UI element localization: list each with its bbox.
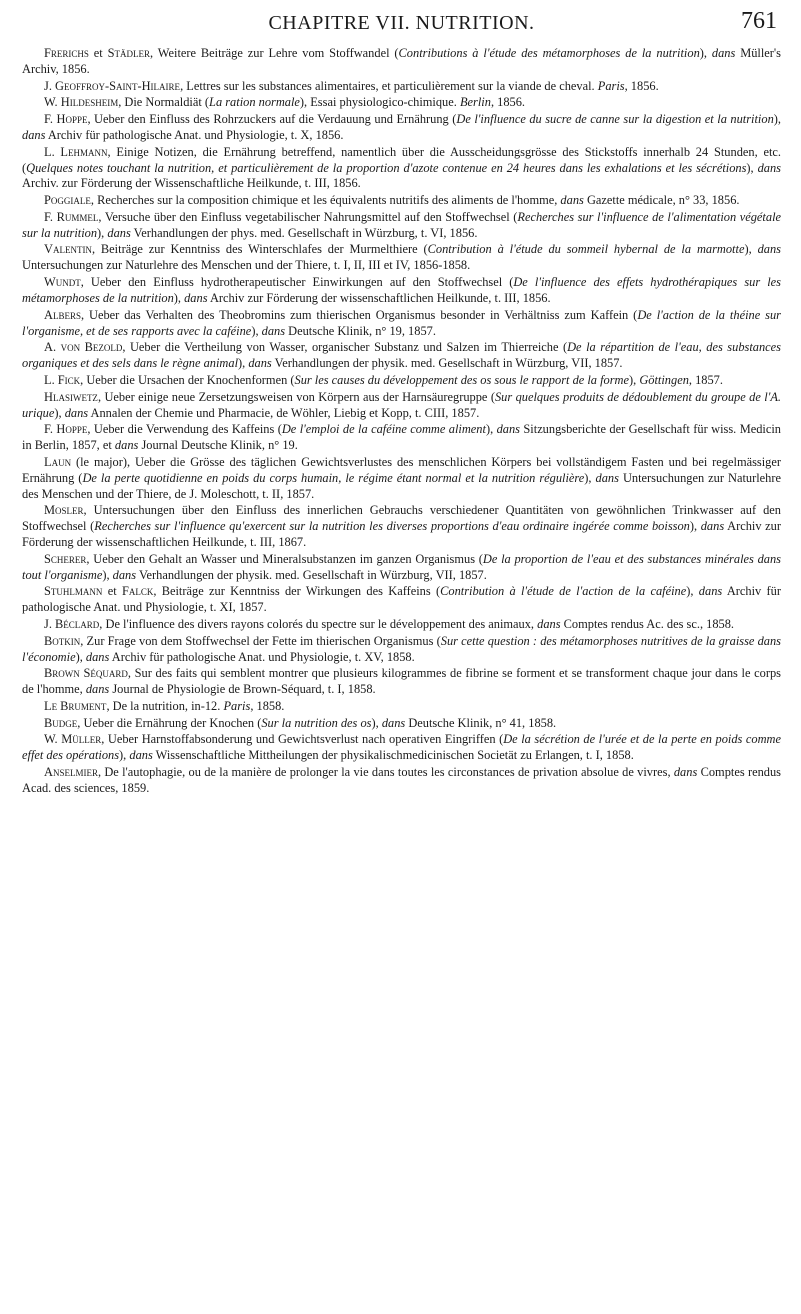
reference-text: Comptes rendus Acad. des sciences, 1859. <box>22 765 781 795</box>
reference-text: , Ueber die Verwendung des Kaffeins ( <box>87 422 282 437</box>
reference-entry <box>22 145 781 193</box>
reference-italic-text: Contribution à l'étude de l'action de la caféine <box>440 584 687 599</box>
reference-italic-text: dans <box>700 519 725 534</box>
reference-text: , 1858. <box>250 698 285 713</box>
reference-italic-text: dans <box>248 356 272 371</box>
reference-entry <box>22 373 781 389</box>
reference-text: , Ueber die Vertheilung von Wasser, organischer Substanz und Salzen im Thierreiche ( <box>122 340 568 355</box>
reference-text: , Ueber die Ursachen der Knochenformen ( <box>80 372 295 387</box>
reference-entry <box>22 666 781 698</box>
running-head <box>22 6 781 46</box>
reference-text: , De l'influence des divers rayons colorés du spectre sur le développement des animaux, <box>99 617 538 632</box>
reference-italic-text: dans <box>560 193 584 208</box>
reference-author: Botkin <box>44 633 81 648</box>
reference-text: , Versuche über den Einfluss vegetabilischer Nahrungsmittel auf den Stoffwechsel ( <box>98 209 518 224</box>
reference-italic-text: dans <box>711 46 736 60</box>
reference-text: , 1856. <box>490 95 526 110</box>
reference-text: Deutsche Klinik, n° 41, 1858. <box>405 715 557 730</box>
reference-author: Hlasiwetz <box>44 389 98 404</box>
reference-italic-text: Sur cette question : des métamorphoses nutritives de la graisse dans l'économie <box>22 633 782 664</box>
reference-text: , De la nutrition, in-12. <box>106 698 224 713</box>
reference-entry <box>22 617 781 633</box>
reference-text: ), <box>746 160 758 175</box>
reference-text: , 1856. <box>624 78 659 93</box>
reference-italic-text: Sur les causes du développement des os sous le rapport de la forme <box>294 372 629 387</box>
reference-entry <box>22 340 781 372</box>
chapter-title: CHAPITRE VII. NUTRITION. <box>268 12 535 34</box>
reference-text: Deutsche Klinik, n° 19, 1857. <box>285 323 436 338</box>
reference-entry <box>22 46 781 78</box>
reference-author: F. Hoppe <box>44 112 88 127</box>
reference-text: , Weitere Beiträge zur Lehre vom Stoffwandel ( <box>150 46 399 60</box>
reference-text: Archiv für pathologische Anat. und Physiologie, t. XV, 1858. <box>109 649 415 664</box>
reference-text: Journal de Physiologie de Brown-Séquard, t. I, 1858. <box>109 682 376 697</box>
reference-italic-text: dans <box>757 242 781 257</box>
reference-italic-text: Recherches sur l'influence de l'alimentation végétale sur la nutrition <box>22 209 782 240</box>
reference-italic-text: dans <box>496 422 520 437</box>
reference-author: F. Hoppe <box>44 422 88 437</box>
reference-text: Archiv für pathologische Anat. und Physiologie, t. X, 1856. <box>45 127 344 142</box>
reference-entry <box>22 455 781 503</box>
reference-text: ), <box>686 584 699 599</box>
reference-text: Journal Deutsche Klinik, n° 19. <box>138 438 298 453</box>
reference-text: ), <box>238 356 249 371</box>
reference-entry <box>22 390 781 422</box>
reference-coauthor: Städler <box>107 46 151 60</box>
reference-text: , Ueber einige neue Zersetzungsweisen von Körpern aus der Harnsäuregruppe ( <box>97 389 495 404</box>
reference-italic-text: Contributions à l'étude des métamorphoses de la nutrition <box>398 46 700 60</box>
reference-italic-text: Berlin <box>459 95 491 110</box>
reference-text: ), <box>699 46 712 60</box>
reference-author: L. Fick <box>44 372 81 387</box>
reference-text: Wissenschaftliche Mittheilungen der physikalischmedicinischen Societät zu Erlangen, t. I, 1858. <box>152 748 634 763</box>
reference-text: Untersuchungen zur Naturlehre des Menschen und der Thiere, t. I, II, III et IV, 1856-1858. <box>22 258 471 273</box>
reference-entry <box>22 552 781 584</box>
reference-italic-text: dans <box>85 649 110 664</box>
reference-author: Valentin <box>44 242 92 257</box>
reference-text: ), <box>97 225 108 240</box>
reference-text: , Zur Frage von dem Stoffwechsel der Fette im thierischen Organismus ( <box>80 633 441 648</box>
reference-italic-text: Göttingen <box>639 372 689 387</box>
reference-italic-text: De la sécrétion de l'urée et de la perte en poids comme effet des opérations <box>22 732 781 763</box>
reference-text: Verhandlungen der physik. med. Gesellschaft in Würzburg, VII, 1857. <box>271 356 623 371</box>
reference-italic-text: dans <box>112 567 137 582</box>
page-number: 761 <box>741 8 777 34</box>
reference-italic-text: dans <box>22 127 46 142</box>
reference-text: ), <box>173 290 185 305</box>
reference-italic-text: De la répartition de l'eau, des substances organiques et des sels dans le règne animal <box>22 340 781 371</box>
reference-italic-text: De l'influence des effets hydrothérapiques sur les métamorphoses de la nutrition <box>22 275 781 305</box>
reference-entry <box>22 242 781 274</box>
reference-text: Archiv zur Förderung der wissenschaftlichen Heilkunde, t. III, 1856. <box>207 290 551 305</box>
reference-text: Verhandlungen der physik. med. Gesellschaft in Würzburg, VII, 1857. <box>136 567 487 582</box>
reference-author: Mosler <box>44 503 84 518</box>
reference-text: , Ueber den Gehalt an Wasser und Mineralsubstanzen im ganzen Organismus ( <box>86 551 483 566</box>
reference-author: Brown Séquard <box>44 666 128 681</box>
reference-text: et <box>88 46 108 60</box>
reference-text: Sitzungsberichte der Gesellschaft für wiss. Medicin in Berlin, 1857, et <box>22 422 781 453</box>
reference-entry <box>22 584 781 616</box>
reference-italic-text: De l'emploi de la caféine comme aliment <box>281 422 486 437</box>
reference-text: , Lettres sur les substances alimentaires, et particulièrement sur la viande de cheval. <box>180 78 598 93</box>
reference-text: ), <box>584 470 596 485</box>
reference-author: W. Müller <box>44 732 102 747</box>
reference-text: , Untersuchungen über den Einfluss des innerlichen Gebrauchs verschiedener Quantitäten von gewöhnlichen Trinkwasser auf den Stoffwechsel ( <box>22 503 781 534</box>
reference-entry <box>22 95 781 111</box>
reference-text: ), Essai physiologico-chimique. <box>299 95 460 110</box>
reference-entry <box>22 732 781 764</box>
reference-text: ), <box>251 323 262 338</box>
reference-text: ), <box>371 715 382 730</box>
reference-author: Wundt <box>44 275 81 290</box>
reference-author: Albers <box>44 307 81 322</box>
reference-entry <box>22 634 781 666</box>
reference-italic-text: Quelques notes touchant la nutrition, et particulièrement de la proportion d'azote contenue en 24 heures dans les exhalations et les sécrétions <box>26 160 747 175</box>
reference-entry <box>22 275 781 307</box>
reference-italic-text: dans <box>261 323 286 338</box>
reference-author: Stuhlmann <box>44 584 103 599</box>
reference-entry <box>22 112 781 144</box>
reference-author: A. von Bezold <box>44 340 123 355</box>
reference-italic-text: dans <box>184 290 208 305</box>
reference-author: L. Lehmann <box>44 144 108 159</box>
reference-author: Budge <box>44 715 78 730</box>
reference-text: Gazette médicale, n° 33, 1856. <box>583 193 740 208</box>
reference-italic-text: La ration normale <box>209 95 300 110</box>
reference-text: Archiv für pathologische Anat. und Physiologie, t. XI, 1857. <box>22 584 781 615</box>
reference-italic-text: dans <box>757 160 781 175</box>
reference-entry <box>22 422 781 454</box>
reference-author: W. Hildesheim <box>44 95 119 110</box>
reference-entry <box>22 79 781 95</box>
reference-text: , Recherches sur la composition chimique et les équivalents nutritifs des aliments de l'homme, <box>90 193 561 208</box>
reference-italic-text: Sur quelques produits de dédoublement du groupe de l'A. urique <box>22 389 782 420</box>
bibliography-list <box>22 46 781 797</box>
reference-text: Müller's Archiv, 1856. <box>22 46 781 76</box>
reference-italic-text: dans <box>64 405 89 420</box>
reference-entry <box>22 716 781 732</box>
reference-text: Untersuchungen zur Naturlehre des Menschen und der Thiere, de J. Moleschott, t. II, 1857. <box>22 470 781 501</box>
reference-italic-text: De l'influence du sucre de canne sur la digestion et la nutrition <box>456 112 774 127</box>
reference-italic-text: De la proportion de l'eau et des substances minérales dans tout l'organisme <box>22 551 781 582</box>
reference-text: , Einige Notizen, die Ernährung betreffend, namentlich über die Ausscheidungsgrösse des Stickstoffs innerhalb 24 Stunden, etc. ( <box>22 144 781 175</box>
reference-coauthor: Falck <box>121 584 154 599</box>
reference-entry <box>22 503 781 551</box>
reference-entry <box>22 193 781 209</box>
reference-text: ), <box>773 112 781 127</box>
reference-author: J. Geoffroy-Saint-Hilaire <box>44 78 181 93</box>
reference-text: , De l'autophagie, ou de la manière de prolonger la vie dans toutes les circonstances de privation absolue de vivres, <box>97 765 674 779</box>
reference-text: , Ueber Harnstoffabsonderung und Gewichtsverlust nach operativen Eingriffen ( <box>101 732 504 747</box>
reference-italic-text: dans <box>537 617 561 632</box>
reference-text: , Ueber die Ernährung der Knochen ( <box>77 715 262 730</box>
reference-italic-text: dans <box>107 225 131 240</box>
reference-entry <box>22 765 781 797</box>
reference-author: Scherer <box>44 551 87 566</box>
reference-italic-text: De la perte quotidienne en poids du corps humain, le régime étant normal et la nutrition régulière <box>82 470 585 485</box>
reference-italic-text: Paris <box>597 78 625 93</box>
reference-author: Anselmier <box>44 765 98 779</box>
reference-text: ), <box>102 567 113 582</box>
reference-text: , Ueber den Einfluss hydrotherapeutischer Einwirkungen auf den Stoffwechsel ( <box>80 275 514 290</box>
reference-entry <box>22 699 781 715</box>
reference-text: ), <box>629 372 640 387</box>
reference-text: et <box>102 584 122 599</box>
reference-italic-text: dans <box>673 765 698 779</box>
reference-text: , Ueber den Einfluss des Rohrzuckers auf die Verdauung und Ernährung ( <box>87 112 457 127</box>
reference-author: Laun <box>44 454 72 469</box>
reference-italic-text: dans <box>698 584 723 599</box>
reference-text: Annalen der Chemie und Pharmacie, de Wöhler, Liebig et Kopp, t. CIII, 1857. <box>88 405 480 420</box>
reference-text: Archiv zur Förderung der wissenschaftlichen Heilkunde, t. III, 1867. <box>22 519 781 550</box>
reference-italic-text: Recherches sur l'influence qu'exercent sur la nutrition les diverses proportions d'eau ordinaire ingérée comme boisson <box>94 519 690 534</box>
reference-italic-text: dans <box>595 470 619 485</box>
reference-author: Frerichs <box>44 46 89 60</box>
reference-author: F. Rummel <box>44 209 99 224</box>
reference-italic-text: dans <box>129 748 153 763</box>
reference-italic-text: De l'action de la théine sur l'organisme, et de ses rapports avec la caféine <box>22 307 781 338</box>
reference-text: , Ueber das Verhalten des Theobromins zum thierischen Organismus besonder in Verhältniss zum Kaffein ( <box>80 307 638 322</box>
reference-text: , Sur des faits qui semblent montrer que plusieurs kilogrammes de fibrine se forment et se transforment chaque jour dans le corps de l'homme, <box>22 666 781 697</box>
reference-author: Le Brument <box>44 698 107 713</box>
reference-text: , Beiträge zur Kenntniss des Winterschlafes der Murmelthiere ( <box>91 242 428 257</box>
reference-italic-text: Paris <box>223 698 251 713</box>
reference-italic-text: Contribution à l'étude du sommeil hybernal de la marmotte <box>427 242 745 257</box>
reference-text: Verhandlungen der phys. med. Gesellschaft in Würzburg, t. VI, 1856. <box>130 225 478 240</box>
reference-text: ), <box>485 422 497 437</box>
reference-italic-text: Sur la nutrition des os <box>261 715 372 730</box>
reference-text: ), <box>119 748 130 763</box>
reference-text: Comptes rendus Ac. des sc., 1858. <box>560 617 735 632</box>
reference-text: Archiv. zur Förderung der Wissenschaftliche Heilkunde, t. III, 1856. <box>22 176 361 191</box>
reference-text: ), <box>54 405 65 420</box>
reference-italic-text: dans <box>381 715 406 730</box>
reference-author: J. Béclard <box>44 617 100 632</box>
reference-text: ), <box>744 242 758 257</box>
reference-text: (le major), Ueber die Grösse des täglichen Gewichtsverlustes des menschlichen Körpers bei vollständigem Fasten und bei regelmässiger Ernährung ( <box>22 454 781 485</box>
reference-text: ), <box>689 519 701 534</box>
reference-text: , Die Normaldiät ( <box>118 95 210 110</box>
reference-italic-text: dans <box>85 682 110 697</box>
reference-entry <box>22 308 781 340</box>
reference-author: Poggiale <box>44 193 91 208</box>
reference-text: , Beiträge zur Kenntniss der Wirkungen des Kaffeins ( <box>153 584 441 599</box>
reference-text: , 1857. <box>688 372 723 387</box>
reference-italic-text: dans <box>114 438 139 453</box>
reference-entry <box>22 210 781 242</box>
reference-text: ), <box>75 649 86 664</box>
